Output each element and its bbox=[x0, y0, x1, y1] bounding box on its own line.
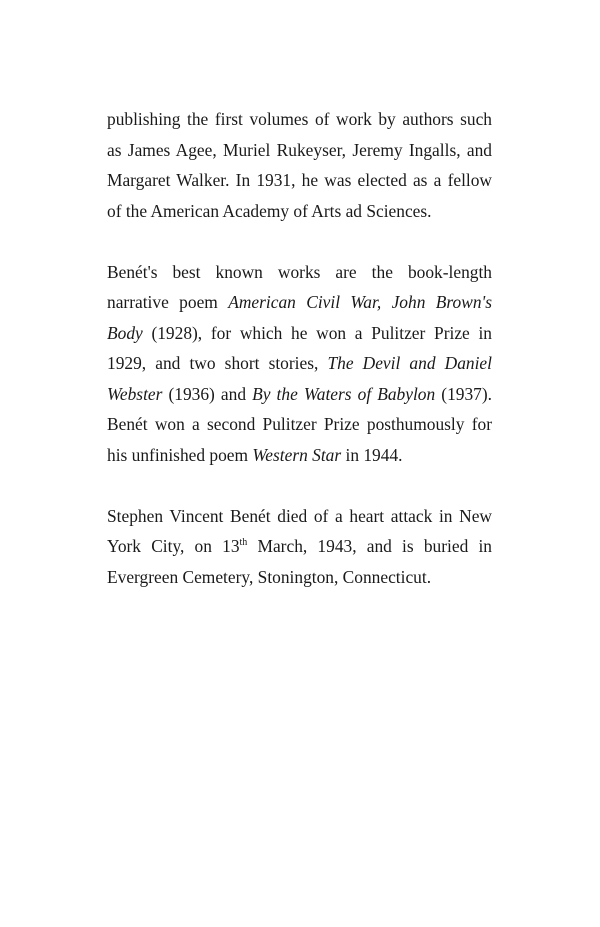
title-john-browns-body: American Civil War, John Brown's Body bbox=[107, 292, 492, 343]
works-text-3: (1936) and bbox=[162, 383, 253, 404]
works-text-4: (1937). Benét won a second Pulitzer Prize posthumously for his unfinished poem bbox=[107, 383, 492, 465]
title-devil-and-daniel-webster: The Devil and Daniel Webster bbox=[107, 353, 492, 404]
death-text-1: Stephen Vincent Benét died of a heart attack in New York City, on 13 bbox=[107, 505, 492, 556]
paragraph-publishing-text: publishing the first volumes of work by authors such as James Agee, Muriel Rukeyser, Jeremy Ingalls, and Margaret Walker. In 1931, he was elected as a fellow of the American Academy of Arts ad Sciences. bbox=[107, 109, 492, 221]
paragraph-works bbox=[107, 257, 492, 471]
body-text bbox=[107, 104, 492, 623]
ordinal-suffix: th bbox=[239, 537, 248, 549]
works-text-5: in 1944. bbox=[341, 444, 403, 465]
paragraph-death bbox=[107, 501, 492, 593]
works-text-2: (1928), for which he won a Pulitzer Prize in 1929, and two short stories, bbox=[107, 322, 492, 373]
title-by-the-waters-of-babylon: By the Waters of Babylon bbox=[252, 383, 436, 404]
works-text-1: Benét's best known works are the book-length narrative poem bbox=[107, 261, 492, 312]
title-western-star: Western Star bbox=[252, 444, 342, 465]
death-text-2: March, 1943, and is buried in Evergreen Cemetery, Stonington, Connecticut. bbox=[107, 536, 492, 587]
paragraph-publishing bbox=[107, 104, 492, 226]
